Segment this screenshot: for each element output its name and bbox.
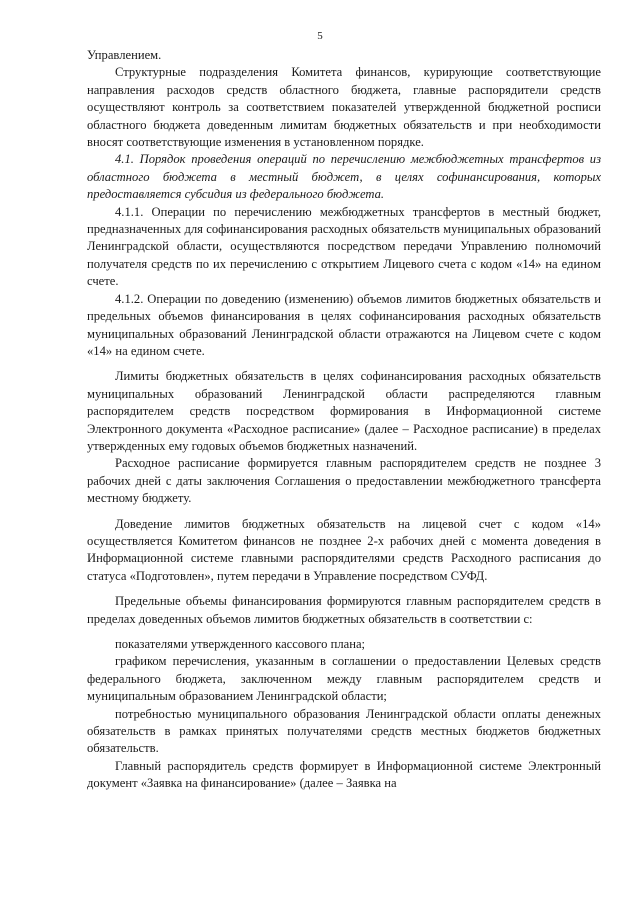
paragraph-funding-volumes: Предельные объемы финансирования формируются главным распорядителем средств в пределах доведенных объемов лимитов бюджетных обязательств в соответствии с: <box>87 594 601 626</box>
section-heading-4-1: 4.1. Порядок проведения операций по перечислению межбюджетных трансфертов из областного бюджета в местный бюджет, в целях софинансирования, которых предоставляется субсидия из федерального бюджета. <box>87 152 601 202</box>
paragraph-expense-schedule: Расходное расписание формируется главным распорядителем средств не позднее 3 рабочих дней с даты заключения Соглашения о предоставлении межбюджетного трансферта местному бюджету. <box>87 456 601 506</box>
paragraph-limits-delivery: Доведение лимитов бюджетных обязательств на лицевой счет с кодом «14» осуществляется Комитетом финансов не позднее 2-х рабочих дней с момента доведения в Информационной системе главными распорядителями средств Расходного расписания до статуса «Подготовлен», путем передачи в Управление посредством СУФД. <box>87 516 601 583</box>
paragraph-budget-limits: Лимиты бюджетных обязательств в целях софинансирования расходных обязательств муниципальных образований Ленинградской области распределяются главным распорядителем средств посредством формирования в Информационной системе Электронного документа «Расходное расписание» (далее – Расходное расписание) в пределах утвержденных ему годовых объемов бюджетных назначений. <box>87 369 601 453</box>
paragraph-funding-request: Главный распорядитель средств формирует в Информационной системе Электронный документ «Заявка на финансирование» (далее – Заявка на <box>87 758 601 791</box>
paragraph-4-1-1: 4.1.1. Операции по перечислению межбюджетных трансфертов в местный бюджет, предназначенных для софинансирования расходных обязательств муниципальных образований Ленинградской области, осуществляются посредством передачи Управлению полномочий получателя средств по их перечислению с открытием Лицевого счета с кодом «14» на едином счете. <box>87 204 601 289</box>
document-body <box>87 47 601 793</box>
list-item-transfer-schedule: графиком перечисления, указанным в соглашении о предоставлении Целевых средств федерального бюджета, заключенном между главным распорядителем средств и муниципальным образованием Ленинградской области; <box>87 654 601 704</box>
list-item-municipal-needs: потребностью муниципального образования Ленинградской области оплаты денежных обязательств в рамках принятых получателями средств местных бюджетов бюджетных обязательств. <box>87 706 601 756</box>
paragraph-4-1-2: 4.1.2. Операции по доведению (изменению) объемов лимитов бюджетных обязательств и предельных объемов финансирования в целях софинансирования расходных обязательств муниципальных образований Ленинградской области отражаются на Лицевом счете с кодом «14» на едином счете. <box>87 291 601 358</box>
page-number: 5 <box>317 30 323 42</box>
list-item-cash-plan: показателями утвержденного кассового плана; <box>115 637 366 651</box>
paragraph-structural-units: Структурные подразделения Комитета финансов, курирующие соответствующие направления расходов средств областного бюджета, главные распорядители средств осуществляют контроль за соответствием показателей утвержденной бюджетной росписи областного бюджета доведенным лимитам бюджетных обязательств и при необходимости вносят соответствующие изменения в установленном порядке. <box>87 65 601 150</box>
paragraph-continuation: Управлением. <box>87 48 162 62</box>
